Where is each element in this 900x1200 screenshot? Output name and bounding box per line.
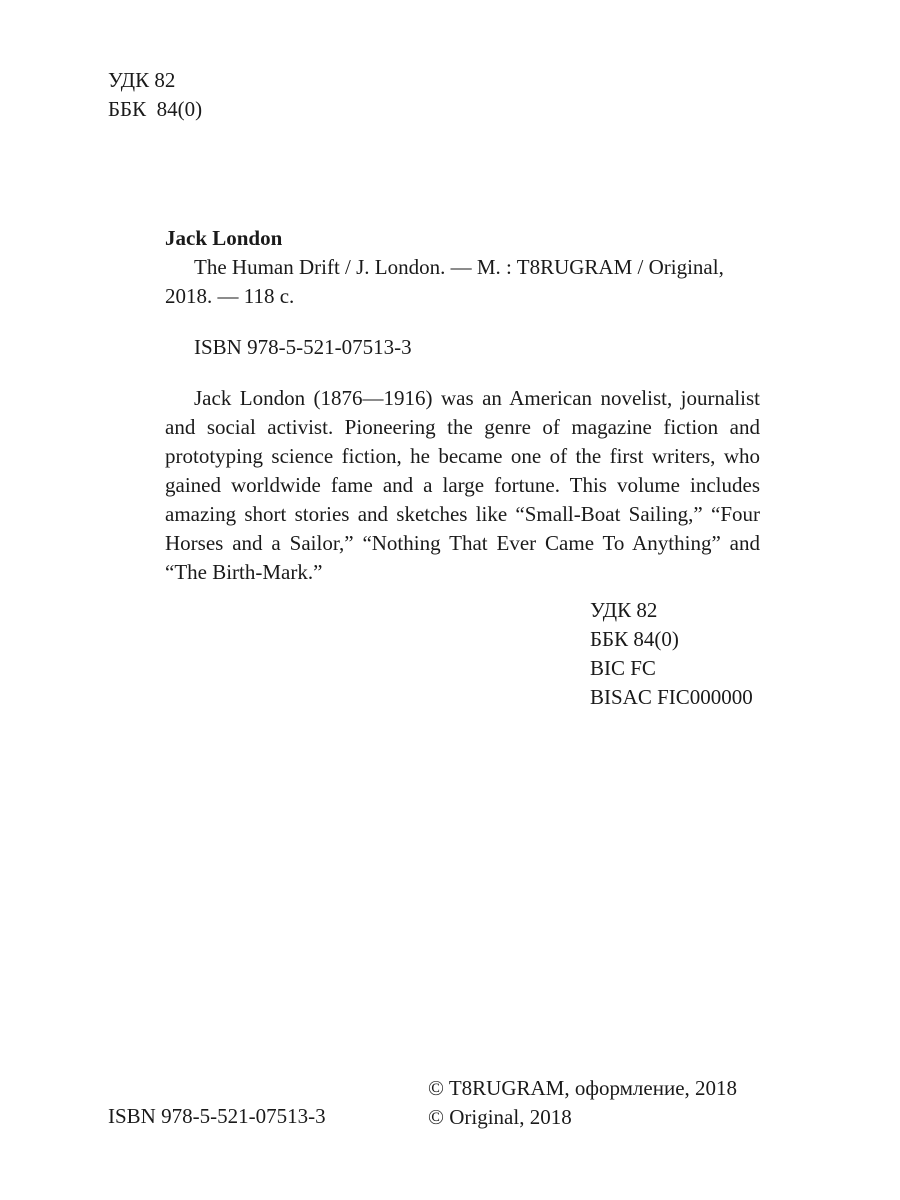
bisac-classification: BISAC FIC000000 <box>590 685 753 709</box>
author-name: Jack London <box>165 226 283 250</box>
udk-code: УДК 82 <box>108 68 176 92</box>
udk-classification: УДК 82 <box>590 598 658 622</box>
bibliographic-citation: The Human Drift / J. London. — M. : T8RUGRAM / Original, 2018. — 118 с. <box>165 255 724 308</box>
bic-classification: BIC FC <box>590 656 656 680</box>
footer-isbn: ISBN 978-5-521-07513-3 <box>108 1104 326 1128</box>
copyright-notices <box>428 1074 737 1132</box>
book-annotation: Jack London (1876—1916) was an American novelist, journalist and social activist. Pioneering the genre of magazine fiction and prototyping science fiction, he became one of the first writers, who gained worldwide fame and a large fortune. This volume includes amazing short stories and sketches like “Small-Boat Sailing,” “Four Horses and a Sailor,” “Nothing That Ever Came To Anything” and “The Birth-Mark.” <box>165 386 760 584</box>
bibliographic-entry <box>165 224 760 587</box>
bbk-code: ББК 84(0) <box>108 97 203 121</box>
classification-codes <box>590 596 753 712</box>
copyright-original: © Original, 2018 <box>428 1105 572 1129</box>
copyright-design: © T8RUGRAM, оформление, 2018 <box>428 1076 738 1100</box>
entry-isbn: ISBN 978-5-521-07513-3 <box>194 335 412 359</box>
top-classification-codes <box>108 66 202 124</box>
bbk-classification: ББК 84(0) <box>590 627 679 651</box>
